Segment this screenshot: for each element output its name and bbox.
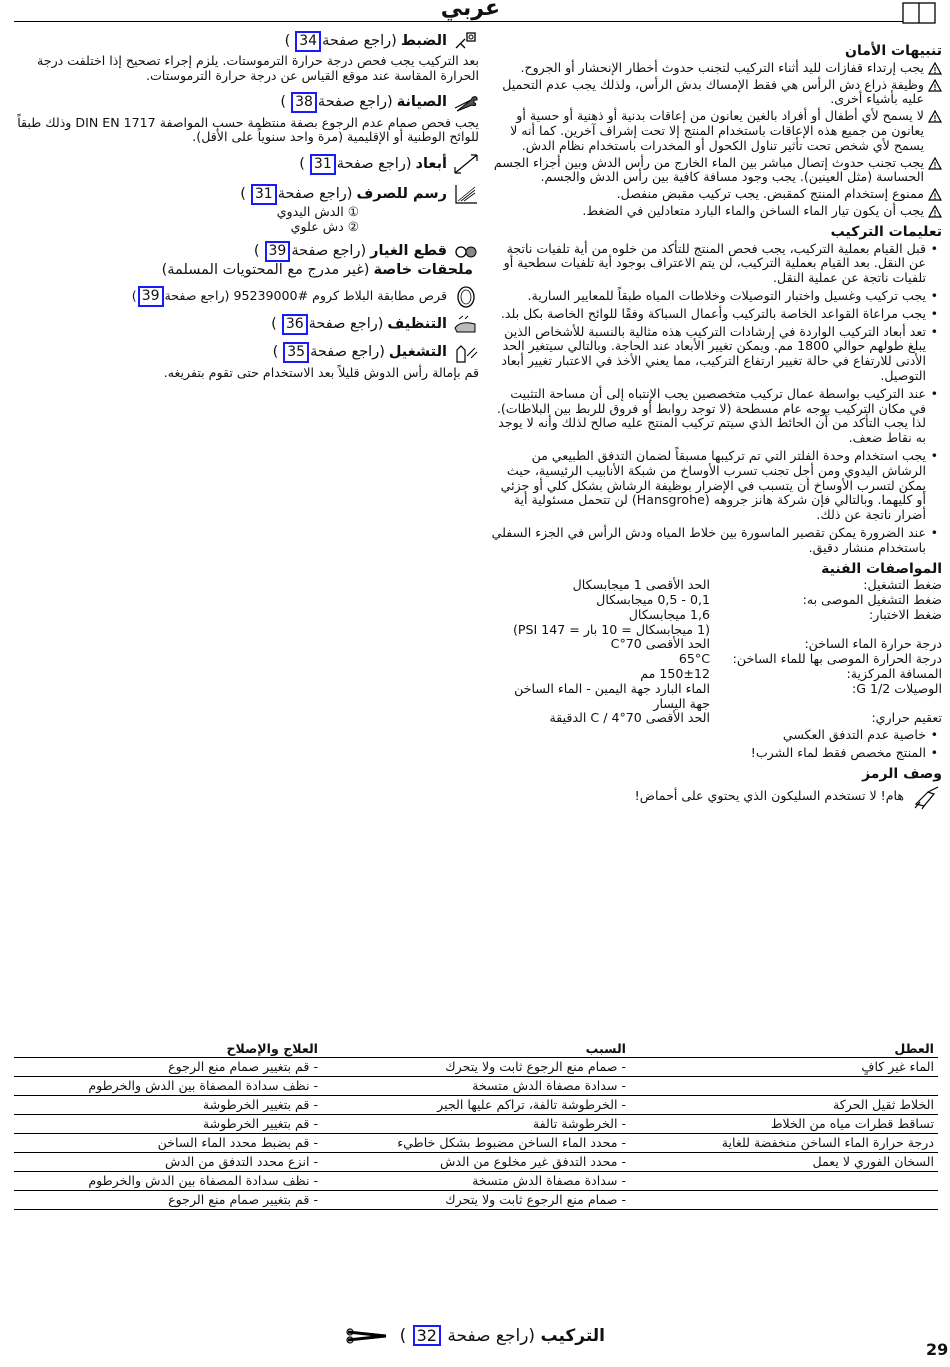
warning-icon — [928, 62, 942, 75]
spec-row: ضغط الاختبار: 1,6 ميجابسكال — [628, 606, 942, 622]
warning-icon — [928, 188, 942, 201]
page-link[interactable]: 31 — [310, 154, 336, 175]
adjust-heading: الضبط (راجع صفحة 34 ) — [14, 30, 479, 52]
safety-item: لا يسمح لأي أطفال أو أفراد بالغين يعانون من إعاقات بدنية أو ذهنية أو حسية أو يعانون من جميع هذه الإعاقات باستخدام المنتج إلا تحت إشراف آخرين. كما أنه لا يسمح لأي شخص تحت تأثير تناول الكحول أو المخدرات باستخدام نظام الدش. — [490, 109, 942, 153]
operation-text: قم بإمالة رأس الدوش قليلاً بعد الاستخدام حتى تقوم بتفريغه. — [163, 364, 479, 380]
specs-bullets — [490, 728, 942, 761]
symbol-row — [490, 784, 942, 810]
install-item: • قبل القيام بعملية التركيب، يجب فحص المنتج للتأكد من خلوه من أية تلفيات ناتجة عن النقل. بعد القيام بعملية التركيب، لن يتم الاعتراف بوجود أية تلفيات سطحية أو تلفيات ناتجة عن عملية النقل. — [490, 242, 926, 286]
cause-header: السبب — [322, 1040, 630, 1058]
dimensions-icon — [453, 153, 479, 175]
spec-row: درجة حرارة الماء الساخن: الحد الأقصى 70°C — [610, 636, 942, 652]
wrench-pair-icon — [346, 1327, 390, 1345]
install-item: • يجب مراعاة القواعد الخاصة بالتركيب وأعمال السباكة وفقًا للوائح الخاصة بكل بلد. — [490, 307, 926, 322]
operation-heading: التشغيل (راجع صفحة 35 ) — [14, 342, 479, 364]
accessories-item: قرص مطابقة البلاط كروم #95239000 (راجع صفحة 39 ) — [14, 286, 479, 308]
thermometer-adjust-icon — [453, 30, 479, 52]
safety-item: ممنوع إستخدام المنتج كمقبض. يجب تركيب مقبض منفصل. — [490, 187, 942, 202]
spec-bullet: • خاصية عدم التدفق العكسي — [490, 728, 926, 743]
specs-table — [490, 578, 942, 726]
fault-header: العطل — [630, 1040, 938, 1058]
left-column — [14, 30, 479, 388]
spec-row: الوصيلات G 1/2: الماء البارد جهة اليمين - الماء الساخن جهة اليسار — [514, 680, 942, 711]
spare-parts-heading: قطع الغيار (راجع صفحة 39 ) — [14, 241, 479, 263]
book-icon — [902, 2, 936, 24]
table-row: درجة حرارة الماء الساخن منخفضة للغاية - محدد الماء الساخن مضبوط بشكل خاطيء - قم بضبط محدد الماء الساخن — [14, 1134, 938, 1153]
page-language-title: عربي — [440, 0, 500, 21]
table-row: - سدادة مصفاة الدش متسخة - نظف سدادة المصفاة بين الدش والخرطوم — [14, 1172, 938, 1191]
flow-legend-item: ② دش علوي — [290, 218, 359, 234]
page-link[interactable]: 39 — [138, 286, 164, 307]
page-link[interactable]: 35 — [283, 342, 309, 363]
safety-list — [490, 61, 942, 219]
install-item: • تعد أبعاد التركيب الواردة في إرشادات التركيب هذه مثالية بالنسبة للأشخاص الذين يبلغ طولهم حوالي 1800 مم. ويمكن تغيير الأبعاد عند الحاجة. وبالتالي سيتغير الحد الأدنى للارتفاع في حالة تغيير ارتفاع التركيب، مما يعني الأخذ في الاعتبار تغيير أبعاد التوصيل. — [490, 325, 926, 384]
spec-row: ضغط التشغيل الموصى به: 0,1 - 0,5 ميجابسكال — [596, 592, 942, 608]
cleaning-hand-icon — [453, 314, 479, 336]
silicone-gun-icon — [912, 784, 942, 810]
page-link[interactable]: 32 — [413, 1325, 441, 1346]
symbol-text: هام! لا تستخدم السليكون الذي يحتوي على أحماض! — [634, 788, 904, 804]
table-row: تساقط قطرات مياه من الخلاط - الخرطوشة تالفة - قم بتغيير الخرطوشة — [14, 1115, 938, 1134]
install-list — [490, 242, 942, 556]
install-item: • عند التركيب بواسطة عمال تركيب متخصصين يجب الإنتباه إلى أن مساحة التثبيت في مكان التركيب بوجه عام مسطحة (لا توجد روابط أو فروق للربط بين البلاطات). لذا يجب التأكد من أن الحائط الذي سيتم تركيب المنتج عليه صالح لذلك وأنه لا يوجد به نقاط ضعف. — [490, 387, 926, 446]
table-header-row — [14, 1040, 938, 1058]
dimensions-heading: أبعاد (راجع صفحة 31 ) — [14, 153, 479, 175]
wrench-icon — [453, 92, 479, 114]
safety-item: يجب إرتداء قفازات لليد أثناء التركيب لتجنب حدوث أخطار الإنحشار أو الجروح. — [490, 61, 942, 76]
spec-row: درجة الحرارة الموصى بها للماء الساخن: 65°C — [678, 651, 942, 667]
spare-parts-icon — [453, 241, 479, 263]
page-link[interactable]: 31 — [251, 184, 277, 205]
cleaning-heading: التنظيف (راجع صفحة 36 ) — [14, 314, 479, 336]
page-link[interactable]: 38 — [291, 92, 317, 113]
symbol-title: وصف الرمز — [862, 765, 942, 782]
install-title: تعليمات التركيب — [830, 223, 942, 240]
accessories-heading: ملحقات خاصة (غير مدرج مع المحتويات المسلمة) — [161, 261, 473, 278]
table-row: الماء غير كافٍ - صمام منع الرجوع ثابت ولا يتحرك - قم بتغيير صمام منع الرجوع — [14, 1058, 938, 1077]
flow-chart-icon — [453, 183, 479, 205]
safety-item: يجب أن يكون تيار الماء الساخن والماء البارد متعادلين في الضغط. — [490, 204, 942, 219]
troubleshooting-table — [14, 1040, 938, 1210]
flow-legend-item: ① الدش اليدوي — [276, 204, 359, 220]
page-number: 29 — [926, 1340, 949, 1359]
table-row: - صمام منع الرجوع ثابت ولا يتحرك - قم بتغيير صمام منع الرجوع — [14, 1191, 938, 1210]
adjust-text: بعد التركيب يجب فحص درجة حرارة الترموستات. يلزم إجراء تصحيح إذا اختلفت درجة الحرارة المقاسة عند موقع القياس عن درجة حرارة الترموستات. — [37, 53, 479, 83]
spec-row: ضغط التشغيل: الحد الأقصى 1 ميجابسكال — [572, 577, 942, 593]
spec-row: (1 ميجابسكال = 10 بار = 147 PSI) — [512, 621, 710, 637]
safety-title: تنبيهات الأمان — [845, 43, 942, 59]
remedy-header: العلاج والإصلاح — [14, 1040, 322, 1058]
spec-row: المسافة المركزية: 150±12 مم — [640, 666, 942, 682]
safety-item: يجب تجنب حدوث إتصال مباشر بين الماء الخارج من رأس الدش وبين أجزاء الجسم الحساسة (مثل العينين). يجب وجود مسافة كافية بين رأس الدش والجسم. — [490, 156, 942, 186]
warning-icon — [928, 157, 942, 170]
maintenance-heading: الصيانة (راجع صفحة 38 ) — [14, 92, 479, 114]
footer-install-heading: التركيب (راجع صفحة 32 ) — [315, 1325, 605, 1346]
table-row: السخان الفوري لا يعمل - محدد التدفق غير مخلوع من الدش - انزع محدد التدفق من الدش — [14, 1153, 938, 1172]
page-link[interactable]: 36 — [282, 314, 308, 335]
install-item: • عند الضرورة يمكن تقصير الماسورة بين خلاط المياه ودش الرأس في الجزء السفلي باستخدام منشار دقيق. — [490, 526, 926, 556]
spec-row: تعقيم حراري: الحد الأقصى 70°C / 4 الدقيقة — [549, 710, 942, 726]
operation-hand-icon — [453, 342, 479, 364]
install-item: • يجب تركيب وغسيل واختبار التوصيلات وخلاطات المياه طبقاً للمعايير السارية. — [490, 289, 926, 304]
right-column — [490, 38, 942, 810]
flow-heading: رسم للصرف (راجع صفحة 31 ) — [14, 183, 479, 205]
maintenance-text: يجب فحص صمام عدم الرجوع بصفة منتظمة حسب المواصفة DIN EN 1717 وذلك طبقاً للوائح الوطنية أو الإقليمية (مرة واحد سنوياً على الأقل). — [17, 114, 479, 145]
page-link[interactable]: 39 — [265, 241, 291, 262]
table-row: - سدادة مصفاة الدش متسخة - نظف سدادة المصفاة بين الدش والخرطوم — [14, 1077, 938, 1096]
safety-item: وظيفة ذراع دش الرأس هي فقط الإمساك بدش الرأس، ولذلك يجب عدم التحميل عليه بأشياء أخرى. — [490, 78, 942, 108]
flow-legend — [14, 205, 359, 235]
tile-disc-icon — [453, 286, 479, 308]
warning-icon — [928, 205, 942, 218]
specs-title: المواصفات الفنية — [821, 560, 942, 577]
warning-icon — [928, 110, 942, 123]
warning-icon — [928, 79, 942, 92]
table-row: الخلاط ثقيل الحركة - الخرطوشة تالفة، تراكم عليها الجير - قم بتغيير الخرطوشة — [14, 1096, 938, 1115]
spec-bullet: • المنتج مخصص فقط لماء الشرب! — [490, 746, 926, 761]
page-link[interactable]: 34 — [295, 31, 321, 52]
install-item: • يجب استخدام وحدة الفلتر التي تم تركيبها مسبقاً لضمان التدفق الطبيعي من الرشاش اليدوي ومن أجل تجنب تسرب الأوساخ من شبكة الأنابيب الرئيسية، حيث يمكن لتسرب الأوساخ أن يتسبب في الإضرار بوظيفة الرشاش بشكل كلي أو جزئي أو كليهما. وبالتالي فإن شركة هانز جروهه (Hansgrohe) لن تتحمل مسئولية أية أضرار ناتجة عن ذلك. — [490, 449, 926, 523]
header-rule — [14, 21, 910, 22]
